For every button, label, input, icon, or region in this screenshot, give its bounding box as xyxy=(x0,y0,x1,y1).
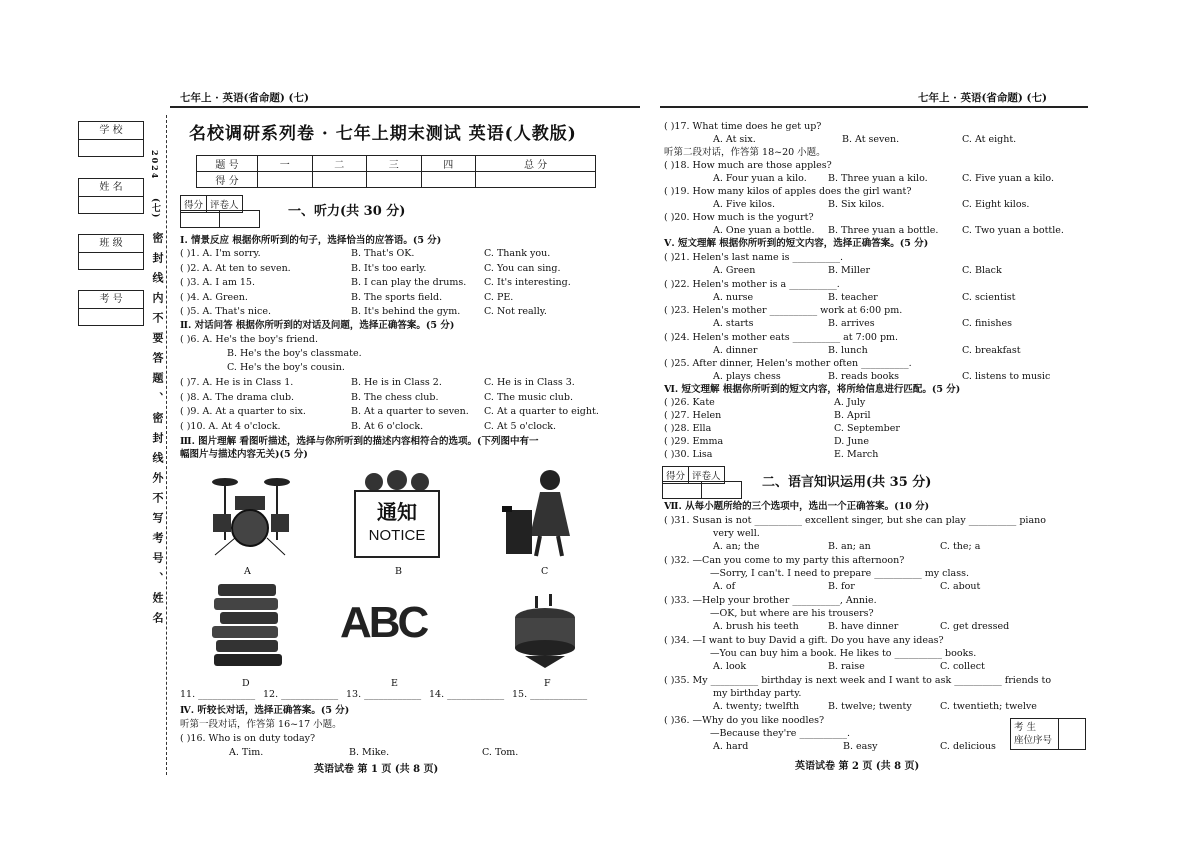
q6-c: C. He's the boy's cousin. xyxy=(227,362,345,373)
partVI-item-question: ( )27. Helen xyxy=(664,410,722,421)
score-head-1: 一 xyxy=(258,156,313,172)
q33-a: A. brush his teeth xyxy=(713,621,799,632)
partVI-item-question: ( )29. Emma xyxy=(664,436,724,447)
q35-c: C. twentieth; twelve xyxy=(940,701,1037,712)
q18-b: B. Three yuan a kilo. xyxy=(828,173,928,184)
partI-item-question: ( )4. A. Green. xyxy=(180,291,248,303)
partII-title: Ⅱ. 对话问答 根据你所听到的对话及问题，选择正确答案。(5 分) xyxy=(180,320,455,331)
partII-item-question: ( )9. A. At a quarter to six. xyxy=(180,406,306,417)
q33-c: C. get dressed xyxy=(940,621,1010,632)
partI-item-option: C. It's interesting. xyxy=(484,277,571,288)
partII-item-option: C. The music club. xyxy=(484,391,574,403)
partI-title: Ⅰ. 情景反应 根据你所听到的句子，选择恰当的应答语。(5 分) xyxy=(180,235,442,246)
grader-blank[interactable] xyxy=(180,210,260,228)
partV-opt-option: B. reads books xyxy=(828,371,899,382)
seat-label-1: 考 生 xyxy=(1014,722,1037,733)
score-cell[interactable] xyxy=(421,172,476,188)
score-head-0: 题 号 xyxy=(197,156,258,172)
partI-item-question: ( )3. A. I am 15. xyxy=(180,277,255,288)
q33-line2: —OK, but where are his trousers? xyxy=(710,608,874,619)
girl-playing-picture xyxy=(500,466,580,558)
partII-item-option: B. At a quarter to seven. xyxy=(351,406,469,417)
number-box[interactable] xyxy=(78,290,144,326)
side-version: (七) xyxy=(150,198,160,219)
partI-item-question: ( )5. A. That's nice. xyxy=(180,306,271,317)
q17-c: C. At eight. xyxy=(962,134,1017,145)
q35-line1: ( )35. My __________ birthday is next week and I want to ask __________ friends to xyxy=(664,675,1052,686)
partII-item-option: C. At a quarter to eight. xyxy=(484,406,599,417)
score-cell[interactable] xyxy=(476,172,596,188)
partII-item-option: B. At 6 o'clock. xyxy=(351,420,424,432)
partI-item-option: C. PE. xyxy=(484,291,514,303)
pic-label-b: B xyxy=(395,566,402,577)
q17-a: A. At six. xyxy=(713,134,756,145)
pic-label-a: A xyxy=(244,566,251,577)
partV-item-question: ( )21. Helen's last name is __________. xyxy=(664,252,844,263)
partII-item-option: B. The chess club. xyxy=(351,391,439,403)
partVI-title: Ⅵ. 短文理解 根据你所听到的短文内容，将所给信息进行匹配。(5 分) xyxy=(664,384,961,395)
q18: ( )18. How much are those apples? xyxy=(664,160,832,171)
partI-item-option: C. Thank you. xyxy=(484,248,551,259)
partVI-item-question: ( )30. Lisa xyxy=(664,449,713,460)
q20-a: A. One yuan a bottle. xyxy=(713,225,815,236)
partI-item-question: ( )1. A. I'm sorry. xyxy=(180,248,261,259)
page1-footer: 英语试卷 第 1 页 (共 8 页) xyxy=(314,764,439,775)
partI-item-option: B. The sports field. xyxy=(351,291,443,303)
name-box[interactable] xyxy=(78,178,144,214)
q34-line1: ( )34. —I want to buy David a gift. Do you have any ideas? xyxy=(664,635,944,646)
partII-item-question: ( )10. A. At 4 o'clock. xyxy=(180,420,281,432)
cake-picture xyxy=(505,590,585,670)
grader-score-2: 得分 xyxy=(663,467,689,483)
number-label: 考 号 xyxy=(79,291,143,309)
q31-a: A. an; the xyxy=(713,541,760,552)
seal-notice: 密封线内不要答题、密封线外不写考号、姓名 xyxy=(151,232,164,632)
partI-item-option: C. Not really. xyxy=(484,306,547,317)
partV-opt-option: B. Miller xyxy=(828,265,871,276)
pic-label-c: C xyxy=(541,566,549,577)
q33-b: B. have dinner xyxy=(828,621,899,632)
grader-blank-2[interactable] xyxy=(662,481,742,499)
q17: ( )17. What time does he get up? xyxy=(664,121,822,132)
score-head-3: 三 xyxy=(367,156,422,172)
q16-a: A. Tim. xyxy=(229,747,264,758)
partIII-title: Ⅲ. 图片理解 看图听描述，选择与你所听到的描述内容相符合的选项。(下列图中有一 xyxy=(180,436,539,447)
partV-opt-question: A. nurse xyxy=(713,291,754,303)
q16-c: C. Tom. xyxy=(482,747,519,758)
blank-11[interactable]: 11. ____________ xyxy=(180,689,256,700)
partII-item-option: C. He is in Class 3. xyxy=(484,377,575,388)
q32-line2: —Sorry, I can't. I need to prepare __________ my class. xyxy=(710,568,969,579)
section2-title: 二、语言知识运用(共 35 分) xyxy=(762,475,932,490)
notice-en: NOTICE xyxy=(368,527,426,544)
score-cell[interactable] xyxy=(258,172,313,188)
partIV-sub2: 听第二段对话，作答第 18~20 小题。 xyxy=(664,147,826,158)
partVI-item-question: ( )28. Ella xyxy=(664,423,712,434)
score-row-label: 得 分 xyxy=(197,172,258,188)
side-year: 2024 xyxy=(150,150,160,181)
partI-item-question: ( )2. A. At ten to seven. xyxy=(180,262,291,274)
partV-opt-option: C. breakfast xyxy=(962,344,1021,356)
exam-title: 名校调研系列卷 · 七年上期末测试 英语(人教版) xyxy=(189,124,577,144)
partV-opt-option: C. scientist xyxy=(962,291,1016,303)
seal-line xyxy=(166,115,167,775)
partIV-title: Ⅳ. 听较长对话，选择正确答案。(5 分) xyxy=(180,705,350,716)
q19-c: C. Eight kilos. xyxy=(962,199,1030,210)
score-table xyxy=(196,155,596,188)
abc-letters-picture: ABC xyxy=(340,598,427,647)
q19: ( )19. How many kilos of apples does the girl want? xyxy=(664,186,912,197)
q34-c: C. collect xyxy=(940,661,985,672)
partV-opt-question: A. plays chess xyxy=(713,371,781,382)
partV-opt-option: C. Black xyxy=(962,265,1002,276)
partV-opt-option: C. finishes xyxy=(962,318,1012,329)
partVI-item-option: B. April xyxy=(834,410,871,421)
partVI-item-option: A. July xyxy=(834,397,866,408)
partVI-item-option: D. June xyxy=(834,436,869,447)
blank-13[interactable]: 13. ____________ xyxy=(346,689,422,700)
q31-line1: ( )31. Susan is not __________ excellent singer, but she can play __________ piano xyxy=(664,515,1046,526)
partV-item-question: ( )23. Helen's mother __________ work at 6:00 pm. xyxy=(664,305,903,316)
q31-c: C. the; a xyxy=(940,541,981,552)
partVI-item-option: C. September xyxy=(834,423,900,434)
q32-b: B. for xyxy=(828,581,855,592)
partV-opt-option: B. lunch xyxy=(828,344,868,356)
q20: ( )20. How much is the yogurt? xyxy=(664,212,814,223)
q17-b: B. At seven. xyxy=(842,134,900,145)
q31-line2: very well. xyxy=(713,528,760,539)
partV-item-question: ( )22. Helen's mother is a __________. xyxy=(664,278,840,290)
q36-line1: ( )36. —Why do you like noodles? xyxy=(664,715,825,726)
header-rule xyxy=(170,106,640,108)
notice-cn: 通知 xyxy=(377,500,417,524)
q35-b: B. twelve; twenty xyxy=(828,701,912,712)
partIV-sub1: 听第一段对话，作答第 16~17 小题。 xyxy=(180,719,342,730)
q36-b: B. easy xyxy=(843,741,878,752)
score-head-2: 二 xyxy=(312,156,367,172)
q16: ( )16. Who is on duty today? xyxy=(180,733,316,744)
pic-label-e: E xyxy=(391,678,398,689)
q31-b: B. an; an xyxy=(828,541,871,552)
partI-item-option: C. You can sing. xyxy=(484,262,561,274)
blank-12[interactable]: 12. ____________ xyxy=(263,689,339,700)
q34-a: A. look xyxy=(713,661,747,672)
q18-a: A. Four yuan a kilo. xyxy=(713,173,807,184)
page2-header: 七年上 · 英语(省命题) (七) xyxy=(918,92,1047,104)
pic-label-f: F xyxy=(544,678,551,689)
q36-c: C. delicious xyxy=(940,741,996,752)
books-picture xyxy=(210,578,290,670)
page2-footer: 英语试卷 第 2 页 (共 8 页) xyxy=(795,761,920,772)
partV-item-question: ( )25. After dinner, Helen's mother often __________. xyxy=(664,358,912,369)
partV-opt-question: A. dinner xyxy=(713,344,758,356)
score-head-4: 四 xyxy=(421,156,476,172)
q33-line1: ( )33. —Help your brother __________, Annie. xyxy=(664,595,877,606)
partV-opt-option: B. teacher xyxy=(828,291,878,303)
q19-a: A. Five kilos. xyxy=(713,199,775,210)
score-cell[interactable] xyxy=(367,172,422,188)
q32-line1: ( )32. —Can you come to my party this afternoon? xyxy=(664,555,905,566)
partI-item-option: B. It's behind the gym. xyxy=(351,306,461,317)
score-cell[interactable] xyxy=(312,172,367,188)
q36-line2: —Because they're __________. xyxy=(710,728,850,739)
q18-c: C. Five yuan a kilo. xyxy=(962,173,1054,184)
partV-opt-question: A. starts xyxy=(713,318,754,329)
q20-c: C. Two yuan a bottle. xyxy=(962,225,1064,236)
seat-label-2: 座位序号 xyxy=(1014,735,1053,746)
seat-number-box[interactable] xyxy=(1010,718,1086,750)
q36-a: A. hard xyxy=(713,741,749,752)
q20-b: B. Three yuan a bottle. xyxy=(828,225,939,236)
score-head-5: 总 分 xyxy=(476,156,596,172)
blank-15[interactable]: 15. ____________ xyxy=(512,689,588,700)
grader-person-2: 评卷人 xyxy=(692,471,721,482)
q6-b: B. He's the boy's classmate. xyxy=(227,348,362,359)
q32-c: C. about xyxy=(940,581,981,592)
partVI-item-option: E. March xyxy=(834,449,879,460)
partII-item-question: ( )7. A. He is in Class 1. xyxy=(180,377,294,388)
q19-b: B. Six kilos. xyxy=(828,199,885,210)
q34-line2: —You can buy him a book. He likes to __________ books. xyxy=(710,648,977,659)
class-box[interactable] xyxy=(78,234,144,270)
partII-item-option: C. At 5 o'clock. xyxy=(484,420,557,432)
partV-opt-option: C. listens to music xyxy=(962,371,1051,382)
notice-picture xyxy=(352,470,442,558)
partI-item-option: B. I can play the drums. xyxy=(351,277,467,288)
partVI-item-question: ( )26. Kate xyxy=(664,397,715,408)
grader-person: 评卷人 xyxy=(210,200,239,211)
page1-header: 七年上 · 英语(省命题) (七) xyxy=(180,92,309,104)
partI-item-option: B. That's OK. xyxy=(351,248,415,259)
name-label: 姓 名 xyxy=(79,179,143,197)
partII-item-question: ( )8. A. The drama club. xyxy=(180,391,295,403)
blank-14[interactable]: 14. ____________ xyxy=(429,689,505,700)
q32-a: A. of xyxy=(713,581,736,592)
header-rule-2 xyxy=(660,106,1088,108)
q35-a: A. twenty; twelfth xyxy=(713,701,800,712)
partV-title: Ⅴ. 短文理解 根据你所听到的短文内容，选择正确答案。(5 分) xyxy=(664,238,929,249)
school-label: 学 校 xyxy=(79,122,143,140)
q16-b: B. Mike. xyxy=(349,747,390,758)
partV-item-question: ( )24. Helen's mother eats __________ at 7:00 pm. xyxy=(664,331,899,343)
partV-opt-option: B. arrives xyxy=(828,318,875,329)
partV-opt-question: A. Green xyxy=(713,265,756,276)
class-label: 班 级 xyxy=(79,235,143,253)
partIII-title-2: 幅图片与描述内容无关)(5 分) xyxy=(180,449,308,460)
school-box[interactable] xyxy=(78,121,144,157)
section1-title: 一、听力(共 30 分) xyxy=(288,204,406,219)
grader-score: 得分 xyxy=(181,196,207,212)
drum-kit-picture xyxy=(205,470,295,560)
pic-label-d: D xyxy=(242,678,250,689)
partII-item-option: B. He is in Class 2. xyxy=(351,377,442,388)
q35-line2: my birthday party. xyxy=(713,688,802,699)
partI-item-option: B. It's too early. xyxy=(351,262,427,274)
q34-b: B. raise xyxy=(828,661,865,672)
q6-a: ( )6. A. He's the boy's friend. xyxy=(180,334,319,345)
partVII-title: Ⅶ. 从每小题所给的三个选项中，选出一个正确答案。(10 分) xyxy=(664,501,930,512)
